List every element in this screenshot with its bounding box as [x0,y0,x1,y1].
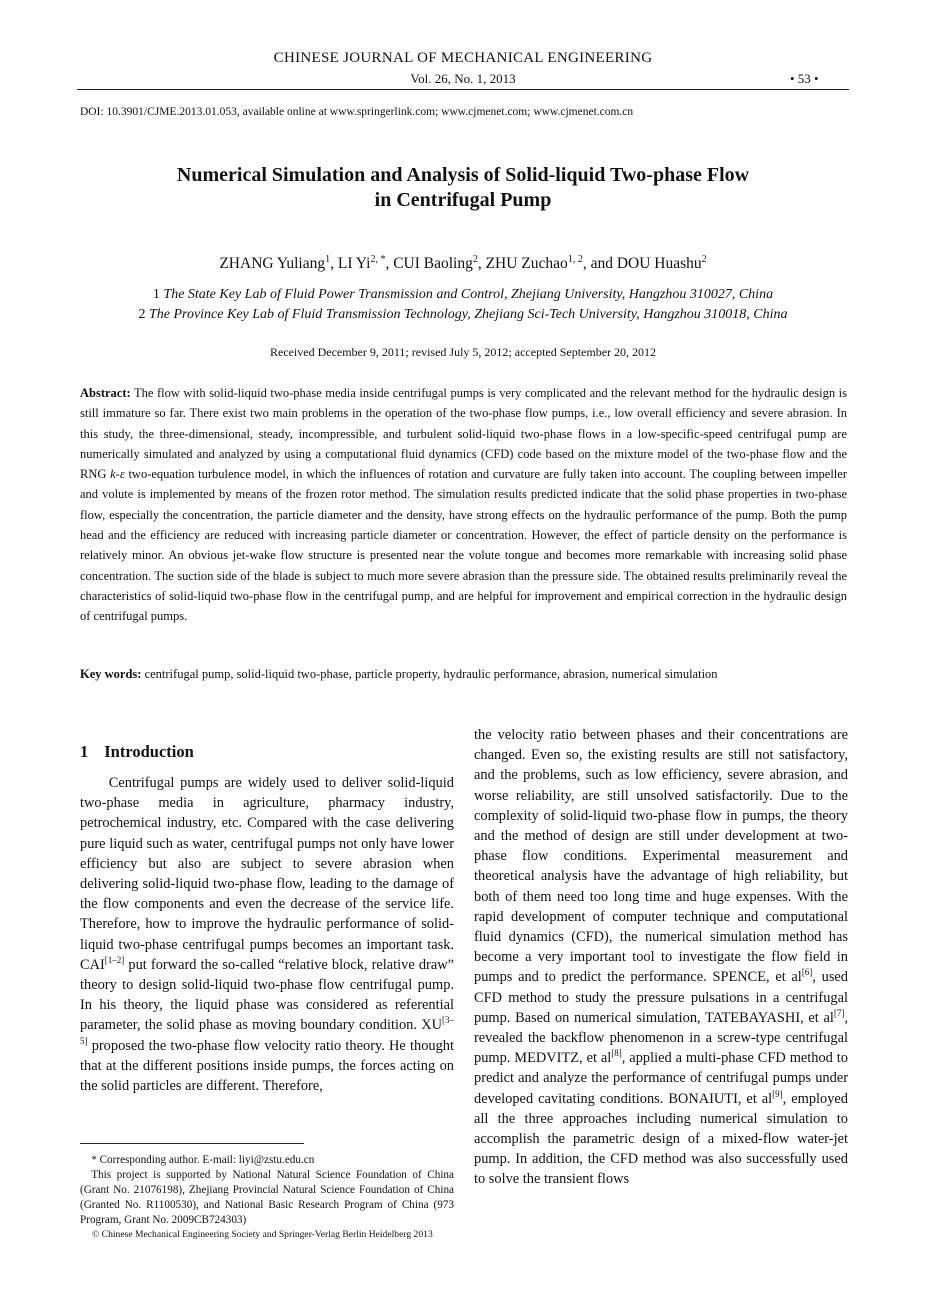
abstract-italic-term: k-ε [110,467,125,482]
affiliation-2 [0,307,926,323]
abstract-label: Abstract: [80,386,131,400]
affiliation-text: The State Key Lab of Fluid Power Transmission and Control, Zhejiang University, Hangzhou 310027, China [163,287,774,302]
author-affiliation-mark: 1 [325,254,331,265]
body-text: , employed all the three approaches including numerical simulation to accomplish the parametric design of a mixed-flow water-jet pump. In addition, the CFD method was also successfully used to solve the transient flows [474,1090,848,1188]
body-text: , revealed the backflow phenomenon in a screw-type centrifugal pump. MEDVITZ, et al [474,1009,848,1067]
title-line-1: Numerical Simulation and Analysis of Solid-liquid Two-phase Flow [176,164,750,186]
left-column-body [80,773,454,1096]
keywords-text: centrifugal pump, solid-liquid two-phase, particle property, hydraulic performance, abrasion, numerical simulation [141,667,718,681]
received-dates: Received December 9, 2011; revised July 5, 2012; accepted September 20, 2012 [269,345,657,359]
intro-paragraph-continued [474,725,848,1190]
abstract [80,383,847,627]
section-number: 1 [80,742,89,761]
footnote-rule [80,1143,304,1144]
affiliation-1 [0,287,926,303]
author-affiliation-mark: 1, 2 [567,254,583,265]
author-separator: , and [582,255,617,272]
copyright-notice: © Chinese Mechanical Engineering Society and Springer-Verlag Berlin Heidelberg 2013 [92,1229,433,1240]
citation-ref: [6] [801,967,813,978]
author-affiliation-mark: 2 [472,254,478,265]
right-column-body [474,725,848,1190]
keywords [80,667,847,682]
doi-line: DOI: 10.3901/CJME.2013.01.053, available online at www.springerlink.com; www.cjmenet.com; www.cjmenet.com.cn [80,106,634,118]
paper-title [0,163,926,213]
body-text: proposed the two-phase flow velocity ratio theory. He thought that at the different positions inside pumps, the forces acting on the solid particles are different. Therefore, [80,1037,454,1095]
author-separator: , [330,255,338,272]
author-name: CUI Baoling [393,255,473,272]
body-text: , used CFD method to study the pressure pulsations in a centrifugal pump. Based on numerical simulation, TATEBAYASHI, et al [474,969,848,1026]
intro-paragraph [80,773,454,1096]
header-rule [77,89,849,90]
section-heading [80,742,194,762]
body-text: put forward the so-called “relative block, relative draw” theory to design solid-liquid two-phase flow centrifugal pump. In his theory, the liquid phase was considered as referential parameter, the solid phase as moving boundary condition. XU [80,956,454,1034]
abstract-text: The flow with solid-liquid two-phase media inside centrifugal pumps is very complicated and the relevant method for the hydraulic design is still immature so far. There exist two main problems in the operation of the two-phase flow pumps, i.e., low overall efficiency and severe abrasion. In this study, the three-dimensional, steady, incompressible, and turbulent solid-liquid two-phase flows in a low-specific-speed centrifugal pump are numerically simulated and analyzed by using a computational fluid dynamics (CFD) code based on the mixture model of the two-phase flow and the RNG [80,386,847,482]
citation-ref: [7] [833,1007,845,1018]
citation-ref: [9] [772,1088,783,1099]
affiliation-number: 2 [138,307,146,322]
affiliation-number: 1 [152,287,160,302]
funding-footnote: This project is supported by National Natural Science Foundation of China (Grant No. 21076198), Zhejiang Provincial Natural Science Foundation of China (Granted No. R1100530), and National Basic Research Program of China (973 Program, Grant No. 2009CB724303) [80,1169,454,1226]
author-name: LI Yi [337,255,371,272]
page-number: • 53 • [790,71,819,86]
author-separator: , [385,255,394,272]
keywords-label: Key words: [80,667,142,681]
abstract-text-continued: two-equation turbulence model, in which the influences of rotation and curvature are fully taken into account. The coupling between impeller and volute is implemented by means of the frozen rotor method. The simulation results predicted indicate that the solid phase properties in two-phase flow, especially the concentration, the particle diameter and the density, have strong effects on the hydraulic performance of the pump. Both the pump head and the efficiency are reduced with increasing particle diameter or concentration. However, the effect of particle density on the performance is relatively minor. An obvious jet-wake flow structure is presented near the volute tongue and becomes more remarkable with increasing solid phase concentration. The suction side of the blade is subject to much more severe abrasion than the pressure side. The obtained results preliminarily reveal the characteristics of solid-liquid two-phase flow in the centrifugal pump, and are helpful for improvement and empirical correction in the hydraulic design of centrifugal pumps. [80,467,847,624]
body-text: , applied a multi-phase CFD method to predict and analyze the performance of centrifugal pumps under developed cavitating conditions. BONAIUTI, et al [474,1050,848,1107]
author-separator: , [477,255,486,272]
section-title: Introduction [104,742,194,761]
citation-ref: [1–2] [104,954,125,965]
citation-ref: [3–5] [80,1015,454,1046]
affiliation-text: The Province Key Lab of Fluid Transmission Technology, Zhejiang Sci-Tech University, Hangzhou 310018, China [148,307,788,322]
author-affiliation-mark: 2, * [370,254,386,265]
author-list [0,254,926,273]
body-text: Centrifugal pumps are widely used to deliver solid-liquid two-phase media in agriculture, pharmacy industry, petrochemical industry, etc. Compared with the case delivering pure liquid such as water, centrifugal pumps not only have lower efficiency but also are subject to severe abrasion when delivering solid-liquid two-phase flow, leading to the damage of the flow components and even the decrease of the service life. Therefore, how to improve the hydraulic performance of solid-liquid two-phase centrifugal pumps becomes an important task. CAI [80,775,454,973]
author-affiliation-mark: 2 [701,254,707,265]
journal-volume: Vol. 26, No. 1, 2013 [410,71,516,86]
citation-ref: [8] [611,1048,622,1059]
corresponding-author-footnote: * Corresponding author. E-mail: liyi@zstu.edu.cn [91,1154,315,1166]
author-name: ZHU Zuchao [485,255,568,272]
body-text: the velocity ratio between phases and their concentrations are changed. Even so, the existing results are still not satisfactory, and the problems, such as low efficiency, severe abrasion, and worse reliability, are still unsolved satisfactorily. Due to the complexity of solid-liquid two-phase flow in pumps, the theory and the method of design are still under development at two-phase flow conditions. Experimental measurement and theoretical analysis have the advantage of high reliability, but both of them need too long time and huge expenses. With the rapid development of computer technique and computational fluid dynamics (CFD), the numerical simulation method has become a very important tool to investigate the flow field in pumps and to predict the performance. SPENCE, et al [474,727,848,986]
author-name: ZHANG Yuliang [219,255,326,272]
journal-name: CHINESE JOURNAL OF MECHANICAL ENGINEERING [273,50,653,66]
title-line-2: in Centrifugal Pump [374,189,552,211]
author-name: DOU Huashu [616,255,702,272]
